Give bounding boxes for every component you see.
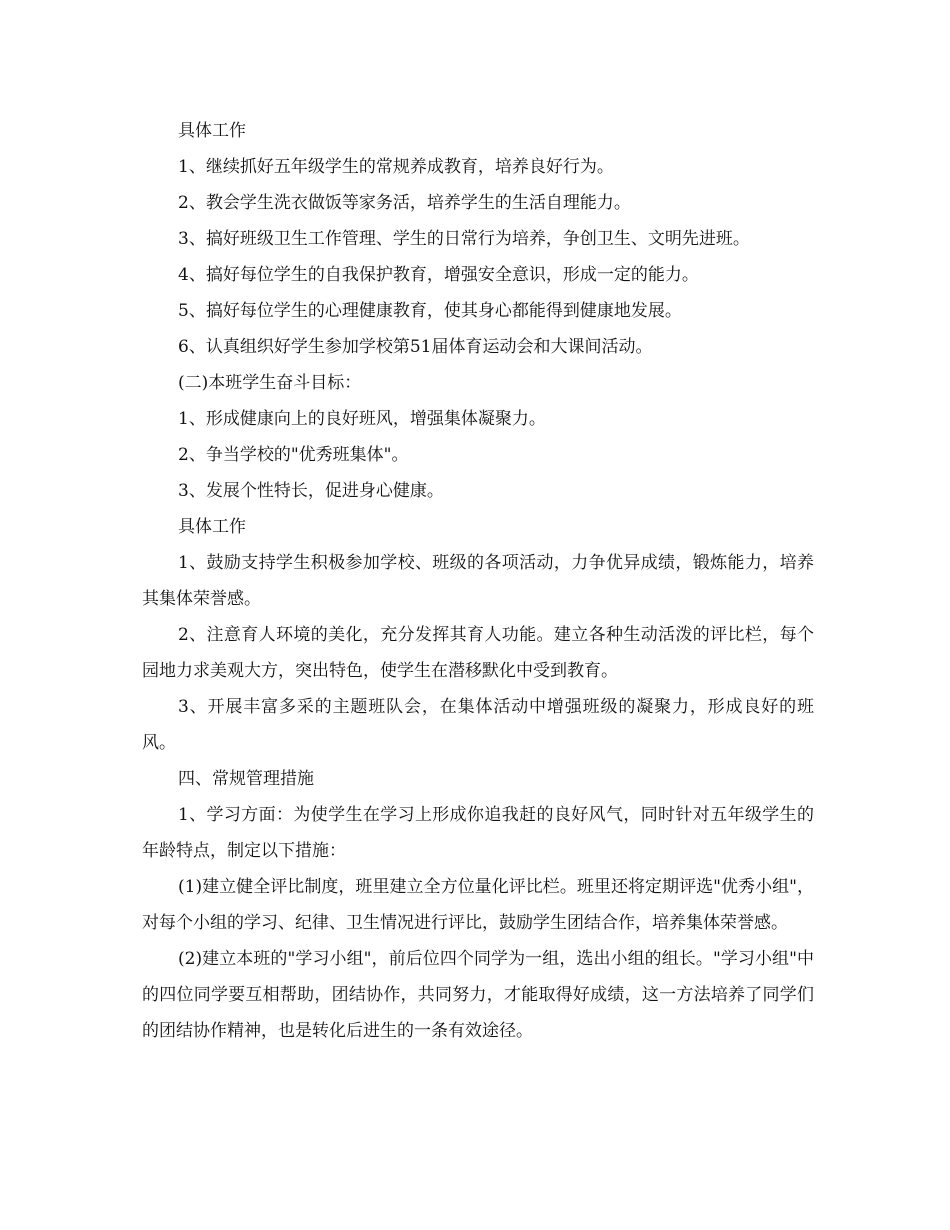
paragraph-item: 2、争当学校的"优秀班集体"。 (178, 445, 409, 465)
paragraph-item: 2、教会学生洗衣做饭等家务活，培养学生的生活自理能力。 (178, 193, 631, 213)
paragraph-item: 2、注意育人环境的美化，充分发挥其育人功能。建立各种生动活泼的评比栏，每个园地力求美观大方，突出特色，使学生在潜移默化中受到教育。 (142, 625, 814, 681)
paragraph-item: 4、搞好每位学生的自我保护教育，增强安全意识，形成一定的能力。 (178, 265, 699, 285)
paragraph-item: 1、鼓励支持学生积极参加学校、班级的各项活动，力争优异成绩，锻炼能力，培养其集体荣誉感。 (142, 553, 814, 609)
paragraph-heading-specific-work: 具体工作 (178, 121, 246, 141)
paragraph-item: 1、学习方面：为使学生在学习上形成你追我赶的良好风气，同时针对五年级学生的年龄特点，制定以下措施： (142, 805, 814, 861)
paragraph-item: 6、认真组织好学生参加学校第51届体育运动会和大课间活动。 (178, 337, 653, 357)
document-body (142, 113, 814, 1049)
paragraph-item: 3、发展个性特长，促进身心健康。 (178, 481, 444, 501)
paragraph-item: 3、搞好班级卫生工作管理、学生的日常行为培养，争创卫生、文明先进班。 (178, 229, 750, 249)
paragraph-item: 3、开展丰富多采的主题班队会，在集体活动中增强班级的凝聚力，形成良好的班风。 (142, 697, 814, 753)
paragraph-item: 1、形成健康向上的良好班风，增强集体凝聚力。 (178, 409, 546, 429)
paragraph-item: 5、搞好每位学生的心理健康教育，使其身心都能得到健康地发展。 (178, 301, 682, 321)
paragraph-section-heading: (二)本班学生奋斗目标： (178, 373, 362, 393)
paragraph-item: (1)建立健全评比制度，班里建立全方位量化评比栏。班里还将定期评选"优秀小组"，对每个小组的学习、纪律、卫生情况进行评比，鼓励学生团结合作，培养集体荣誉感。 (142, 877, 814, 933)
paragraph-item: 1、继续抓好五年级学生的常规养成教育，培养良好行为。 (178, 157, 614, 177)
paragraph-heading-specific-work: 具体工作 (178, 517, 246, 537)
paragraph-item: (2)建立本班的"学习小组"，前后位四个同学为一组，选出小组的组长。"学习小组"中的四位同学要互相帮助，团结协作，共同努力，才能取得好成绩，这一方法培养了同学们的团结协作精神，也是转化后进生的一条有效途径。 (142, 949, 814, 1041)
paragraph-section-heading: 四、常规管理措施 (178, 769, 314, 789)
